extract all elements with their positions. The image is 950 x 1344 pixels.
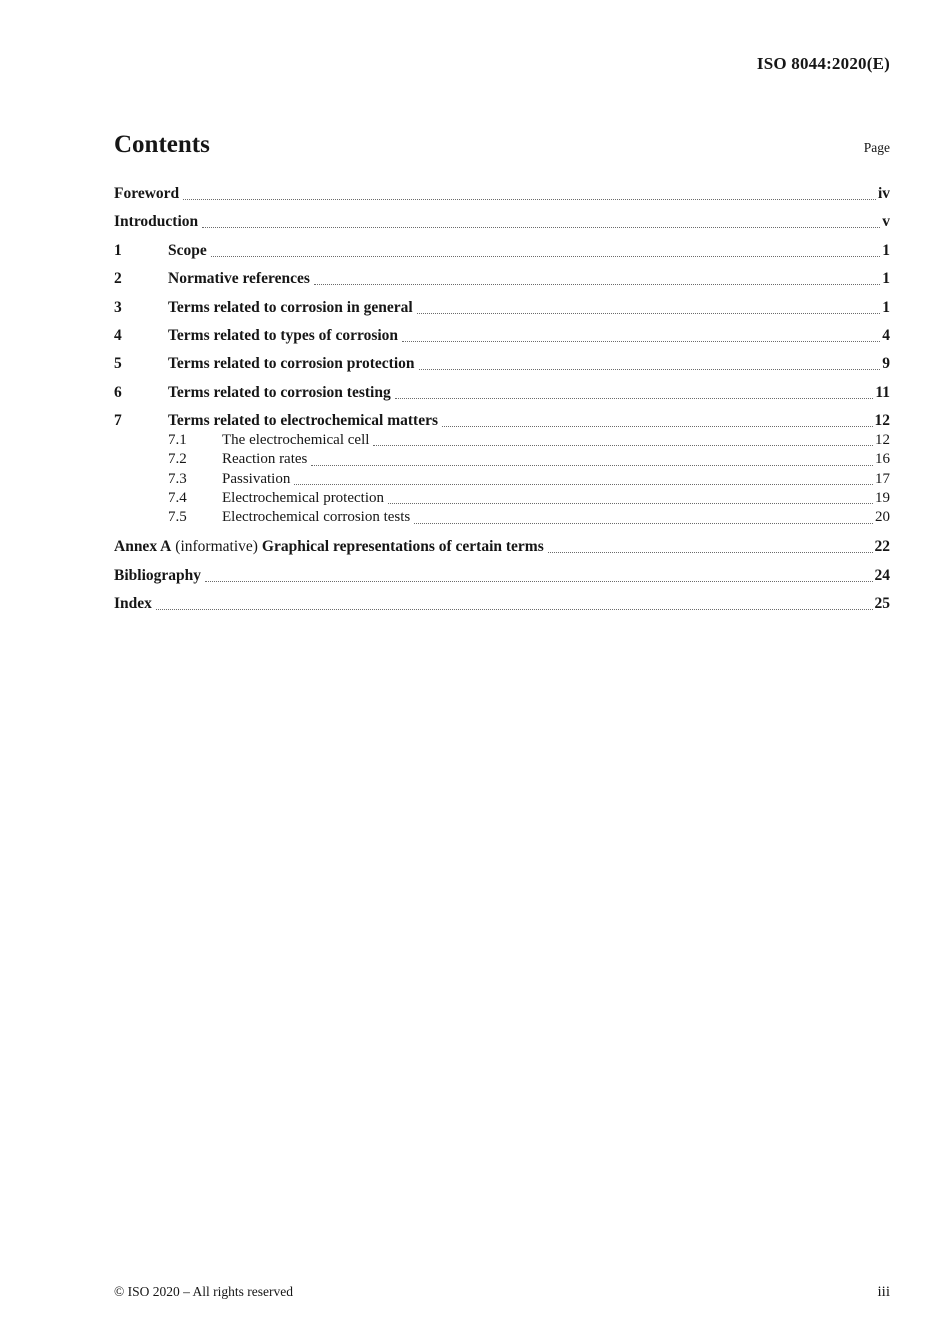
dotted-leader [314,284,880,285]
dotted-leader [311,465,873,466]
dotted-leader [442,426,873,427]
dotted-leader [388,503,873,504]
contents-title: Contents [114,131,210,158]
table-of-contents [114,184,890,614]
contents-header [114,131,890,159]
dotted-leader [402,341,880,342]
dotted-leader [156,609,873,610]
dotted-leader [294,484,873,485]
dotted-leader [414,523,873,524]
page-number: iii [877,1284,890,1300]
toc-entry-7-3-passivation[interactable]: 7.3 Passivation 17 [168,470,890,487]
toc-entry-annex-a[interactable]: Annex A (informative) Graphical representations of certain terms 22 [114,538,890,556]
toc-entry-2-normative-references[interactable]: 2 Normative references 1 [114,270,890,288]
document-reference: ISO 8044:2020(E) [756,54,890,73]
toc-entry-1-scope[interactable]: 1 Scope 1 [114,241,890,259]
toc-entry-foreword[interactable]: Foreword iv [114,185,890,202]
toc-entry-7-2-reaction-rates[interactable]: 7.2 Reaction rates 16 [168,451,890,468]
toc-entry-7-1-electrochemical-cell[interactable]: 7.1 The electrochemical cell 12 [168,432,890,449]
dotted-leader [373,445,873,446]
toc-entry-index[interactable]: Index 25 [114,594,890,612]
copyright-notice: © ISO 2020 – All rights reserved [114,1284,293,1299]
annex-label: Annex A [114,538,172,556]
toc-entry-7-5-electrochemical-corrosion-tests[interactable]: 7.5 Electrochemical corrosion tests 20 [168,509,890,526]
page-column-label: Page [863,140,890,155]
toc-entry-introduction[interactable]: Introduction v [114,213,890,231]
dotted-leader [211,256,881,257]
annex-type: (informative) [175,538,258,556]
dotted-leader [548,552,873,553]
toc-entry-7-4-electrochemical-protection[interactable]: 7.4 Electrochemical protection 19 [168,490,890,507]
dotted-leader [183,199,876,200]
page-footer [114,1284,890,1301]
toc-entry-5-corrosion-protection[interactable]: 5 Terms related to corrosion protection 9 [114,355,890,373]
toc-entry-3-corrosion-general[interactable]: 3 Terms related to corrosion in general 1 [114,298,890,316]
dotted-leader [205,581,873,582]
toc-entry-7-electrochemical-matters[interactable]: 7 Terms related to electrochemical matters 12 [114,412,890,430]
dotted-leader [419,369,881,370]
toc-entry-6-corrosion-testing[interactable]: 6 Terms related to corrosion testing 11 [114,383,890,401]
dotted-leader [395,398,874,399]
toc-entry-4-types-of-corrosion[interactable]: 4 Terms related to types of corrosion 4 [114,326,890,344]
toc-entry-bibliography[interactable]: Bibliography 24 [114,566,890,584]
dotted-leader [417,313,881,314]
dotted-leader [202,227,880,228]
